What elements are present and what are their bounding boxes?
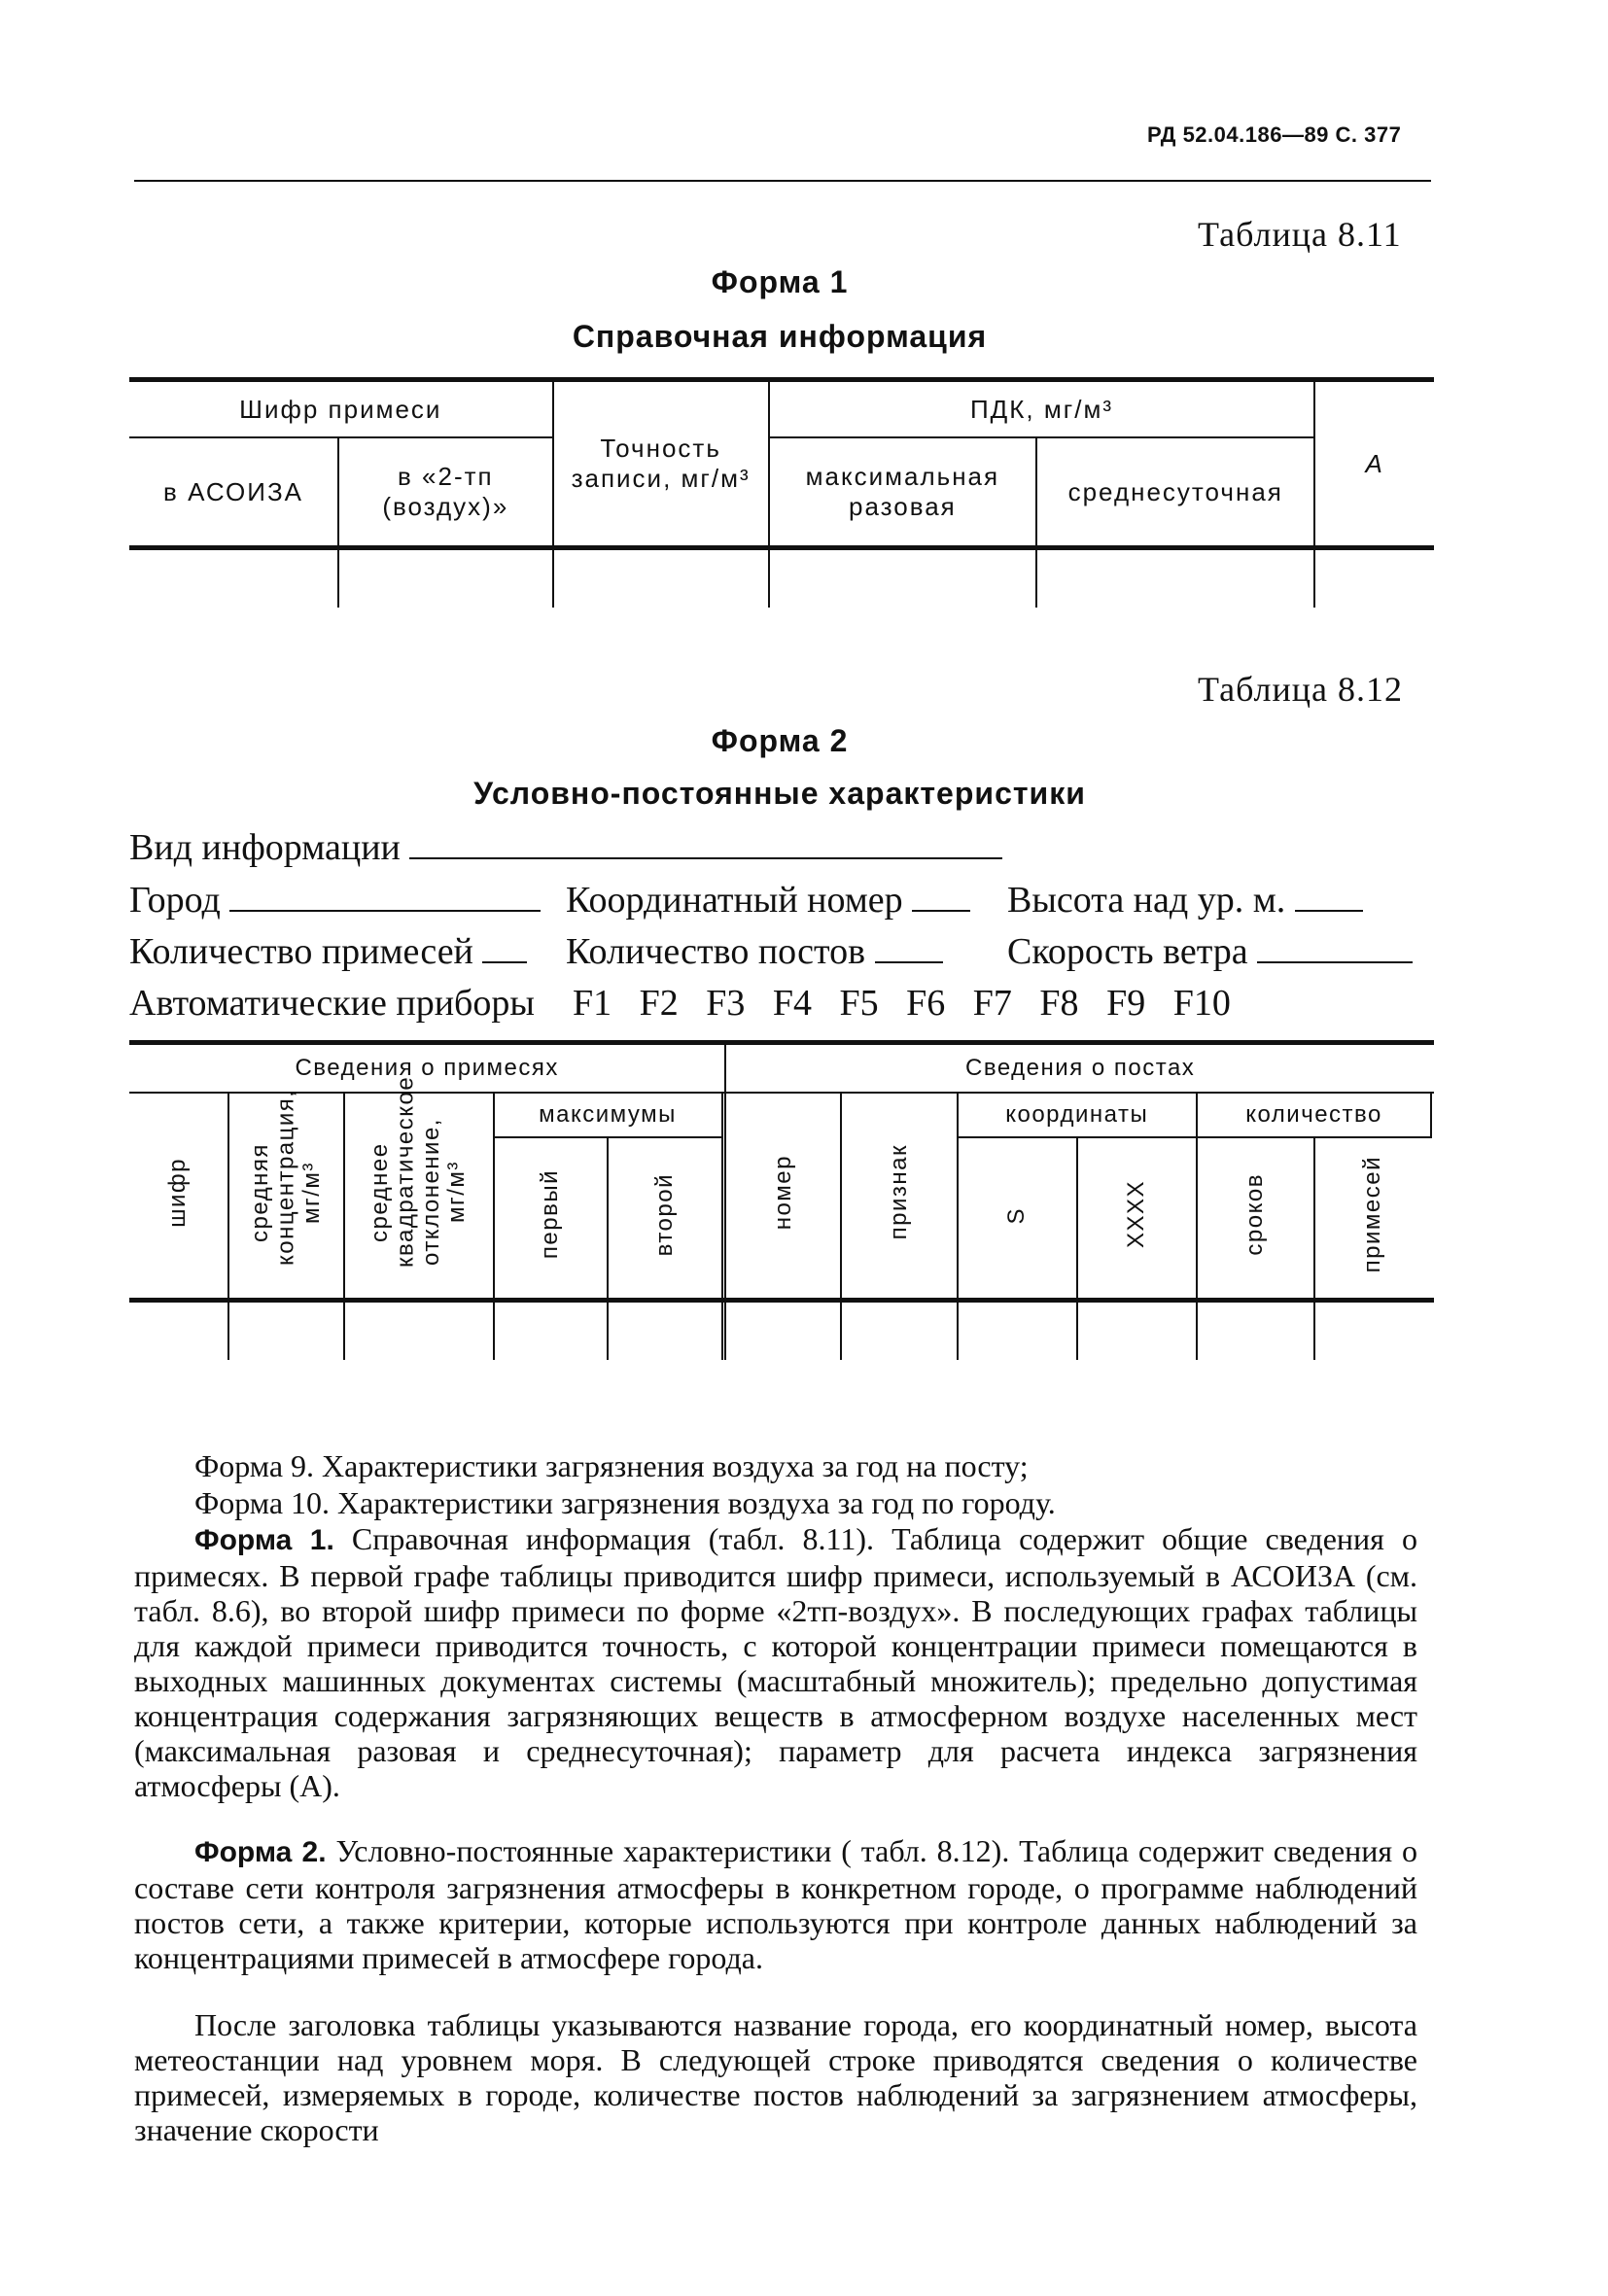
paragraph-after-header: После заголовка таблицы указываются название города, его координатный номер, высота метеостанции над уровнем моря. В следующей строке приводятся сведения о количестве примесей, измеряемых в городе, количестве постов наблюдений за загрязнением атмосферы, значение скорости	[134, 2007, 1417, 2147]
blank-line	[229, 909, 541, 912]
table-row-cell	[338, 548, 553, 609]
table-row-cell	[958, 1301, 1077, 1361]
table-row-cell	[841, 1301, 957, 1361]
col-a: А	[1314, 380, 1434, 548]
col-2tp: в «2-тп (воздух)»	[338, 437, 553, 548]
blank-line	[409, 856, 1002, 859]
field-auto-devices	[129, 982, 1231, 1025]
field-row-city	[129, 879, 541, 922]
device-f10: F10	[1172, 983, 1231, 1024]
col-std-dev: среднее квадратичеcкое отклонение, мг/м³	[344, 1093, 494, 1301]
col-count: количество	[1197, 1093, 1431, 1137]
blank-line	[1257, 960, 1413, 963]
field-height	[1007, 879, 1363, 922]
blank-line	[1295, 909, 1363, 912]
table-8-11-label: Таблица 8.11	[1198, 215, 1402, 254]
col-asoiza: в АСОИЗА	[129, 437, 338, 548]
device-f4: F4	[772, 983, 812, 1024]
device-f1: F1	[572, 983, 612, 1024]
col-max: максимальная разовая	[769, 437, 1037, 548]
device-f8: F8	[1039, 983, 1079, 1024]
form-1-heading: Форма 1	[711, 264, 849, 299]
device-f6: F6	[906, 983, 946, 1024]
field-num-posts	[566, 930, 943, 973]
device-f7: F7	[972, 983, 1012, 1024]
blank-line	[482, 960, 527, 963]
table-row-cell	[608, 1301, 722, 1361]
header-rule	[134, 180, 1431, 182]
col-first: первый	[494, 1137, 609, 1301]
table-row-cell	[228, 1301, 344, 1361]
col-maxima: максимумы	[494, 1093, 722, 1137]
col-xxxx: XXXX	[1077, 1137, 1197, 1301]
table-row-cell	[129, 1301, 228, 1361]
paragraph-form-1	[134, 1521, 1417, 1803]
col-post-number: номер	[725, 1093, 841, 1301]
col-mean-conc: средняя концентрация, мг/м³	[228, 1093, 344, 1301]
divider	[1431, 1093, 1434, 1301]
blank-line	[912, 909, 970, 912]
table-8-11	[129, 377, 1434, 608]
table-row-cell	[769, 548, 1037, 609]
table-row-cell	[494, 1301, 609, 1361]
field-label: Вид информации	[129, 827, 401, 868]
table-row-cell	[1431, 1301, 1434, 1361]
form-1-title: Справочная информация	[572, 319, 988, 354]
table-row-cell	[1314, 1301, 1431, 1361]
col-impurities: примесей	[1314, 1137, 1431, 1301]
field-wind-speed	[1007, 930, 1413, 973]
blank-line	[875, 960, 943, 963]
table-row-cell	[344, 1301, 494, 1361]
table-row-cell	[725, 1301, 841, 1361]
field-num-impurities	[129, 930, 527, 973]
paragraph-lead: Форма 2.	[194, 1836, 327, 1868]
table-row-cell	[1314, 548, 1434, 609]
paragraph-body: Условно-постоянные характеристики ( табл. 8.12). Таблица содержит сведения о составе сети контроля загрязнения атмосферы в конкретном городе, о программе наблюдений постов сети, а также критерии, которые используются при контроле данных наблюдений за концентрациями примесей в атмосфере города.	[134, 1833, 1418, 1975]
paragraph-form-2	[134, 1833, 1417, 1975]
col-cipher: Шифр примеси	[129, 380, 553, 438]
device-f3: F3	[706, 983, 746, 1024]
device-f5: F5	[839, 983, 879, 1024]
table-row-cell	[1077, 1301, 1197, 1361]
col-pdk: ПДК, мг/м³	[769, 380, 1315, 438]
table-row-cell	[1036, 548, 1314, 609]
table-8-12	[129, 1040, 1434, 1360]
col-coordinates: координаты	[958, 1093, 1197, 1137]
table-row-cell	[553, 548, 769, 609]
col-terms: сроков	[1197, 1137, 1314, 1301]
page-header-ref: РД 52.04.186—89 С. 377	[1147, 122, 1402, 147]
field-label: Координатный номер	[566, 880, 903, 921]
field-label: Город	[129, 880, 221, 921]
field-info-type	[129, 826, 1002, 869]
field-coord	[566, 879, 970, 922]
col-cipher: шифр	[129, 1093, 228, 1301]
field-label: Количество постов	[566, 931, 866, 972]
text-line-form-10: Форма 10. Характеристики загрязнения воздуха за год по городу.	[194, 1485, 1056, 1520]
text-line-form-9: Форма 9. Характеристики загрязнения воздуха за год на посту;	[194, 1448, 1029, 1483]
col-daily: среднесуточная	[1036, 437, 1314, 548]
field-label: Высота над ур. м.	[1007, 880, 1286, 921]
col-accuracy: Точность записи, мг/м³	[553, 380, 769, 548]
paragraph-lead: Форма 1.	[194, 1524, 334, 1556]
form-2-heading: Форма 2	[711, 723, 849, 758]
field-label: Количество примесей	[129, 931, 473, 972]
table-row-cell	[129, 548, 338, 609]
form-2-title: Условно-постоянные характеристики	[473, 776, 1086, 811]
paragraph-body: Справочная информация (табл. 8.11). Таблица содержит общие сведения о примесях. В первой графе таблицы приводится шифр примеси, используемый в АСОИЗА (см. табл. 8.6), во второй шифр примеси по форме «2тп-воздух». В последующих графах таблицы для каждой примеси приводится точность, с которой концентрации примеси помещаются в выходных машинных документах системы (масштабный множитель); предельно допустимая концентрация содержания загрязняющих веществ в атмосферном воздухе населенных мест (максимальная разовая и среднесуточная); параметр для расчета индекса загрязнения атмосферы (А).	[134, 1521, 1417, 1803]
table-8-12-label: Таблица 8.12	[1198, 670, 1403, 709]
col-post-sign: признак	[841, 1093, 957, 1301]
col-second: второй	[608, 1137, 722, 1301]
col-s: S	[958, 1137, 1077, 1301]
device-f9: F9	[1106, 983, 1146, 1024]
group-impurities: Сведения о примесях	[129, 1043, 725, 1094]
group-posts: Сведения о постах	[725, 1043, 1434, 1094]
device-f2: F2	[639, 983, 679, 1024]
table-row-cell	[1197, 1301, 1314, 1361]
field-label: Автоматические приборы	[129, 983, 535, 1024]
field-label: Скорость ветра	[1007, 931, 1248, 972]
